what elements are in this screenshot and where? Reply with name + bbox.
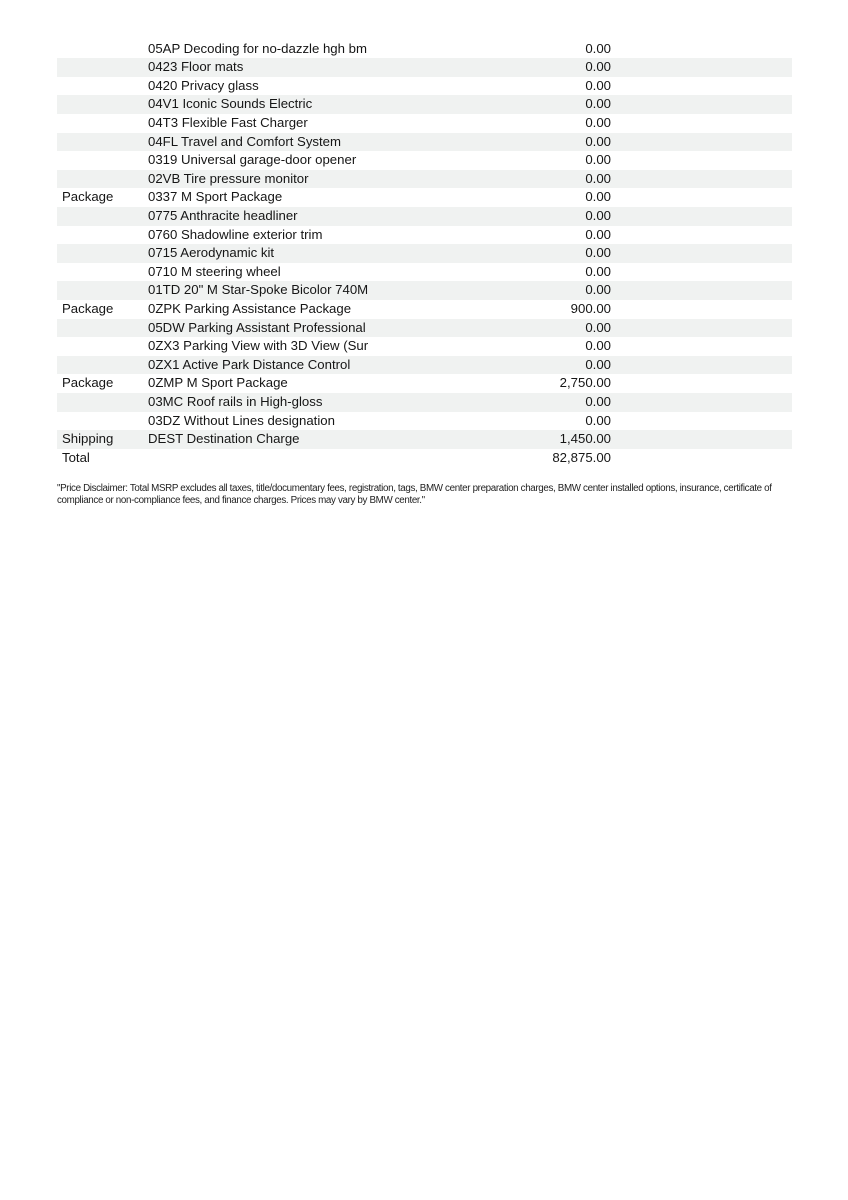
row-spacer [611,300,792,319]
category-cell [57,412,148,431]
item-cell: 0ZMP M Sport Package [148,375,288,391]
price-cell: 0.00 [585,77,611,93]
table-row [57,188,792,207]
table-row [57,77,792,96]
table-row [57,374,792,393]
category-cell [57,77,148,96]
category-cell [57,40,148,59]
price-cell: 0.00 [585,170,611,186]
item-cell [148,449,491,468]
table-row [57,58,792,77]
item-cell: 02VB Tire pressure monitor [148,170,309,186]
price-cell: 900.00 [570,301,611,316]
item-cell: 0337 M Sport Package [148,189,283,205]
price-cell: 0.00 [585,59,611,75]
price-cell: 0.00 [585,226,611,242]
item-cell: 0420 Privacy glass [148,77,259,93]
table-row [57,151,792,170]
price-cell: 0.00 [585,319,611,335]
disclaimer-line-2: compliance or non-compliance fees, and finance charges. Prices may vary by BMW center." [57,494,425,506]
table-row [57,40,792,59]
price-cell: 82,875.00 [552,449,611,465]
price-cell: 1,450.00 [559,431,611,447]
table-row [57,114,792,133]
vehicle-options-table [57,40,792,468]
row-spacer [611,393,792,412]
row-spacer [611,95,792,114]
table-row [57,244,792,263]
category-cell [57,337,148,356]
row-spacer [611,374,792,393]
item-cell: 0423 Floor mats [148,59,244,75]
item-cell: 03MC Roof rails in High-gloss [148,393,323,409]
row-spacer [611,244,792,263]
category-cell [57,393,148,412]
category-cell [57,133,148,152]
table-row [57,133,792,152]
disclaimer-line-1: "Price Disclaimer: Total MSRP excludes all taxes, title/documentary fees, registration, tags, BMW center preparation charges, BMW center installed options, insurance, certificate of [57,483,772,494]
price-cell: 0.00 [585,152,611,168]
price-cell: 0.00 [585,338,611,354]
item-cell: 04V1 Iconic Sounds Electric [148,96,313,112]
category-cell [57,281,148,300]
row-spacer [611,114,792,133]
item-cell: 04FL Travel and Comfort System [148,133,342,149]
item-cell: 04T3 Flexible Fast Charger [148,115,308,131]
row-spacer [611,356,792,375]
row-spacer [611,207,792,226]
price-cell: 0.00 [585,245,611,261]
table-row [57,337,792,356]
table-row [57,300,792,319]
price-cell: 0.00 [585,393,611,409]
item-cell: 0760 Shadowline exterior trim [148,226,323,242]
table-row [57,281,792,300]
item-cell: 0715 Aerodynamic kit [148,245,275,261]
price-cell: 0.00 [585,282,611,298]
category-cell [57,151,148,170]
category-cell [57,356,148,375]
category-cell [57,170,148,189]
item-cell: 01TD 20" M Star-Spoke Bicolor 740M [148,282,369,298]
table-row [57,393,792,412]
item-cell: 05DW Parking Assistant Professional [148,319,366,335]
item-cell: 0ZX3 Parking View with 3D View (Sur [148,338,369,354]
category-cell [57,58,148,77]
table-row [57,263,792,282]
price-cell: 0.00 [585,189,611,205]
row-spacer [611,58,792,77]
table-row [57,226,792,245]
category-cell: Package [62,189,114,205]
row-spacer [611,151,792,170]
row-spacer [611,40,792,59]
price-cell: 0.00 [585,356,611,372]
row-spacer [611,226,792,245]
row-spacer [611,170,792,189]
item-cell: 03DZ Without Lines designation [148,412,335,428]
row-spacer [611,188,792,207]
price-cell: 0.00 [585,412,611,428]
table-row [57,449,792,468]
table-row [57,95,792,114]
item-cell: 05AP Decoding for no-dazzle hgh bm [148,40,367,56]
price-cell: 2,750.00 [559,375,611,391]
table-row [57,356,792,375]
row-spacer [611,319,792,338]
row-spacer [611,337,792,356]
category-cell [57,95,148,114]
row-spacer [611,412,792,431]
row-spacer [611,430,792,449]
row-spacer [611,263,792,282]
price-cell: 0.00 [585,40,611,56]
item-cell: 0ZX1 Active Park Distance Control [148,356,351,372]
category-cell [57,114,148,133]
price-disclaimer [57,483,772,507]
category-cell: Package [62,375,114,391]
price-cell: 0.00 [585,115,611,131]
row-spacer [611,133,792,152]
category-cell [57,226,148,245]
category-cell [57,207,148,226]
table-row [57,319,792,338]
category-cell [57,244,148,263]
row-spacer [611,77,792,96]
item-cell: 0ZPK Parking Assistance Package [148,301,352,316]
item-cell: 0710 M steering wheel [148,263,281,279]
price-cell: 0.00 [585,96,611,112]
table-row [57,430,792,449]
category-cell: Shipping [62,431,114,447]
table-row [57,412,792,431]
category-cell [57,319,148,338]
row-spacer [611,281,792,300]
price-cell: 0.00 [585,208,611,224]
item-cell: 0775 Anthracite headliner [148,208,298,224]
category-cell [57,263,148,282]
category-cell: Total [62,449,90,465]
item-cell: DEST Destination Charge [148,431,300,447]
table-row [57,170,792,189]
price-cell: 0.00 [585,263,611,279]
price-cell: 0.00 [585,133,611,149]
item-cell: 0319 Universal garage-door opener [148,152,357,168]
table-row [57,207,792,226]
row-spacer [611,449,792,468]
category-cell: Package [62,301,114,316]
